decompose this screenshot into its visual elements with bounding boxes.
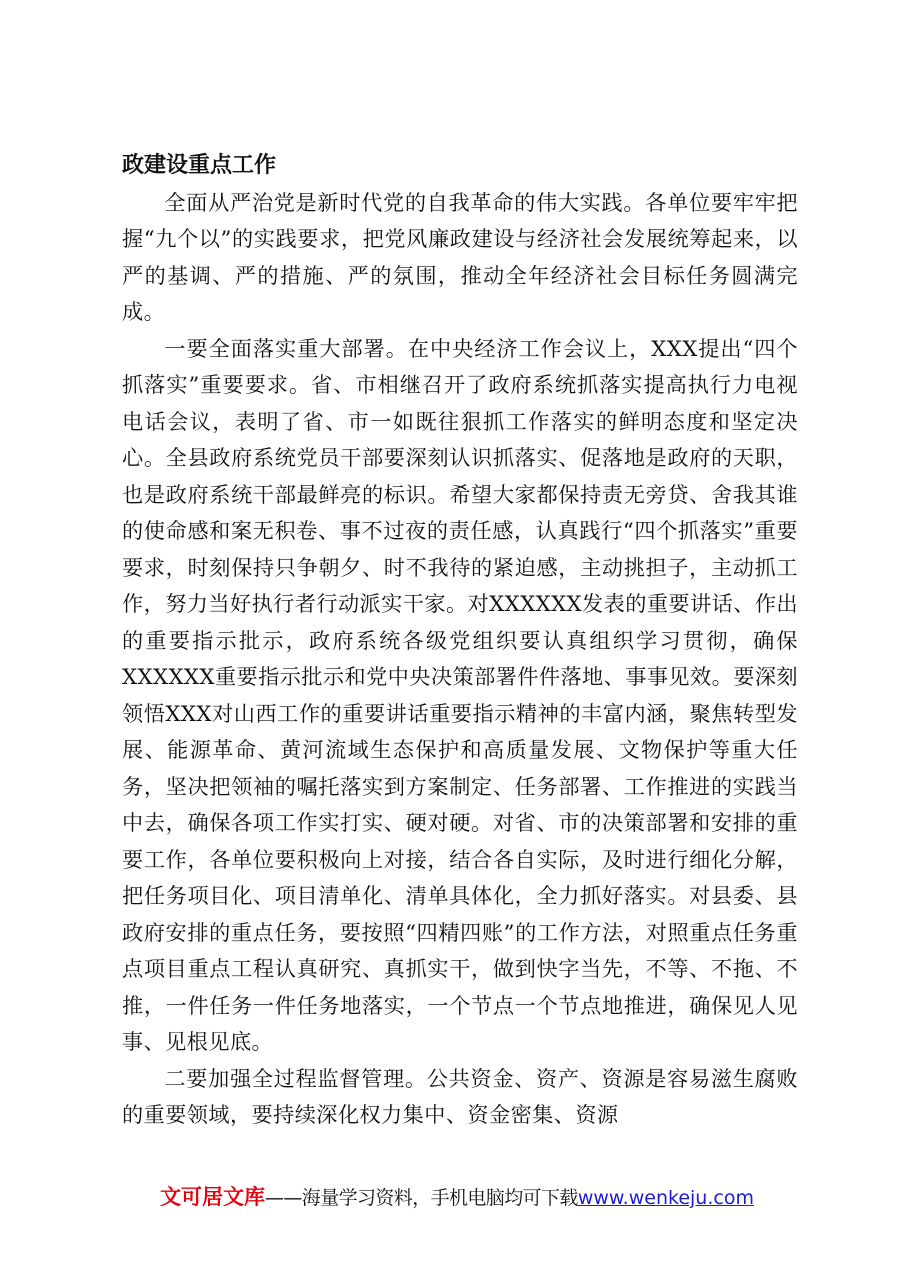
- footer-tagline: ——海量学习资料，手机电脑均可下载: [265, 1187, 578, 1209]
- footer-watermark: [160, 1183, 800, 1212]
- paragraph-intro: 全面从严治党是新时代党的自我革命的伟大实践。各单位要牢牢把握“九个以”的实践要求，把党风廉政建设与经济社会发展统筹起来，以严的基调、严的措施、严的氛围，推动全年经济社会目标任务圆满完成。: [122, 189, 798, 324]
- footer-brand: 文可居文库: [160, 1185, 265, 1209]
- paragraph-point-two: 二要加强全过程监督管理。公共资金、资产、资源是容易滋生腐败的重要领域，要持续深化权力集中、资金密集、资源: [122, 1065, 798, 1127]
- footer-link[interactable]: www.wenkeju.com: [577, 1187, 754, 1209]
- document-body: [122, 148, 798, 1134]
- section-heading: 政建设重点工作: [122, 153, 277, 178]
- paragraph-point-one: 一要全面落实重大部署。在中央经济工作会议上，XXX提出“四个抓落实”重要要求。省、市相继召开了政府系统抓落实提高执行力电视电话会议，表明了省、市一如既往狠抓工作落实的鲜明态度和坚定决心。全县政府系统党员干部要深刻认识抓落实、促落地是政府的天职，也是政府系统干部最鲜亮的标识。希望大家都保持责无旁贷、舍我其谁的使命感和案无积卷、事不过夜的责任感，认真践行“四个抓落实”重要要求，时刻保持只争朝夕、时不我待的紧迫感，主动挑担子，主动抓工作，努力当好执行者行动派实干家。对XXXXXX发表的重要讲话、作出的重要指示批示，政府系统各级党组织要认真组织学习贯彻，确保XXXXXX重要指示批示和党中央决策部署件件落地、事事见效。要深刻领悟XXX对山西工作的重要讲话重要指示精神的丰富内涵，聚焦转型发展、能源革命、黄河流域生态保护和高质量发展、文物保护等重大任务，坚决把领袖的嘱托落实到方案制定、任务部署、工作推进的实践当中去，确保各项工作实打实、硬对硬。对省、市的决策部署和安排的重要工作，各单位要积极向上对接，结合各自实际，及时进行细化分解，把任务项目化、项目清单化、清单具体化，全力抓好落实。对县委、县政府安排的重点任务，要按照“四精四账”的工作方法，对照重点任务重点项目重点工程认真研究、真抓实干，做到快字当先，不等、不拖、不推，一件任务一件任务地落实，一个节点一个节点地推进，确保见人见事、见根见底。: [122, 335, 798, 1054]
